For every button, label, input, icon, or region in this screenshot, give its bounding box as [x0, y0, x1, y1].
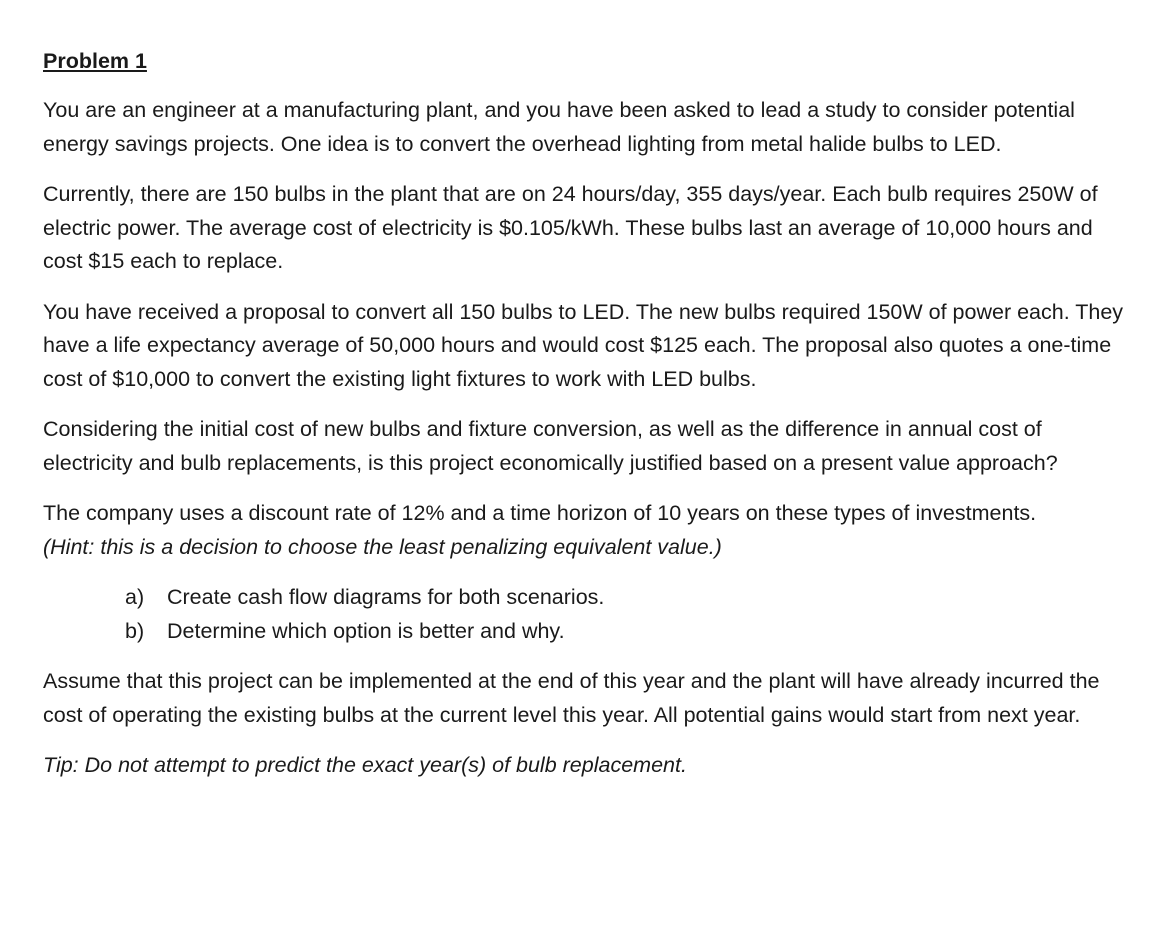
discount-rate-text: The company uses a discount rate of 12% and a time horizon of 10 years on these types of investments.: [43, 501, 1037, 525]
intro-paragraph: You are an engineer at a manufacturing plant, and you have been asked to lead a study to consider potential energy savings projects. One idea is to convert the overhead lighting from metal halide bulbs to LED.: [43, 98, 1075, 156]
problem-title: Problem 1: [43, 49, 147, 73]
question-paragraph: Considering the initial cost of new bulbs and fixture conversion, as well as the difference in annual cost of electricity and bulb replacements, is this project economically justified based on a present value approach?: [43, 417, 1058, 475]
problem-document: [43, 44, 1133, 800]
question-parts-list: [43, 581, 1133, 648]
discount-rate-paragraph: [43, 497, 1133, 564]
list-item-text: Create cash flow diagrams for both scenarios.: [167, 585, 605, 609]
assumption-paragraph: Assume that this project can be implemented at the end of this year and the plant will have already incurred the cost of operating the existing bulbs at the current level this year. All potential gains would start from next year.: [43, 669, 1100, 727]
led-proposal-paragraph: You have received a proposal to convert all 150 bulbs to LED. The new bulbs required 150W of power each. They have a life expectancy average of 50,000 hours and would cost $125 each. The proposal also quotes a one-time cost of $10,000 to convert the existing light fixtures to work with LED bulbs.: [43, 299, 1124, 391]
list-item: [125, 615, 1133, 649]
current-bulbs-paragraph: Currently, there are 150 bulbs in the plant that are on 24 hours/day, 355 days/year. Each bulb requires 250W of electric power. The average cost of electricity is $0.105/kWh. These bulbs last an average of 10,000 hours and cost $15 each to replace.: [43, 182, 1098, 273]
list-marker: b): [125, 618, 145, 643]
list-item: [125, 581, 1133, 615]
list-marker: a): [125, 585, 145, 609]
list-item-text: Determine which option is better and why.: [167, 618, 565, 643]
hint-text: (Hint: this is a decision to choose the least penalizing equivalent value.): [43, 534, 722, 559]
tip-text: Tip: Do not attempt to predict the exact year(s) of bulb replacement.: [43, 753, 687, 777]
